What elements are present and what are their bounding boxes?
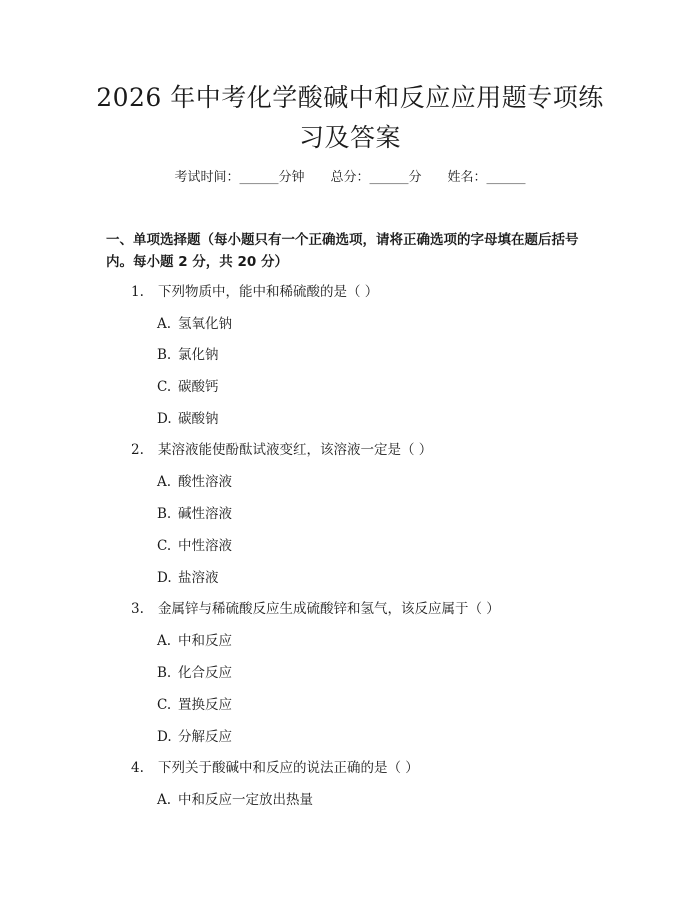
exam-info <box>0 168 700 188</box>
question-2-option-c <box>157 536 232 556</box>
option-letter: D. <box>157 570 172 586</box>
name-label: 姓名： <box>447 170 487 185</box>
question-text: 下列物质中，能中和稀硫酸的是（ ） <box>158 284 379 300</box>
option-text: 酸性溶液 <box>178 474 232 490</box>
exam-time-blank: ______ <box>239 170 279 185</box>
question-1-option-d <box>157 409 219 429</box>
option-letter: B. <box>157 506 172 522</box>
option-letter: A. <box>157 316 172 332</box>
option-letter: A. <box>157 792 172 808</box>
title-line-1: 2026 年中考化学酸碱中和反应应用题专项练 <box>96 83 604 112</box>
option-letter: A. <box>157 474 172 490</box>
option-letter: C. <box>157 697 172 713</box>
question-3-option-a <box>157 631 232 651</box>
total-score-label: 总分： <box>330 170 370 185</box>
option-text: 中性溶液 <box>178 538 232 554</box>
option-text: 氢氧化钠 <box>178 316 232 332</box>
option-text: 置换反应 <box>178 697 232 713</box>
section-heading-single-choice <box>106 229 606 273</box>
option-letter: D. <box>157 411 172 427</box>
option-text: 分解反应 <box>178 729 232 745</box>
question-number: 1. <box>131 284 144 300</box>
question-3-option-b <box>157 663 232 683</box>
total-score-unit: 分 <box>408 170 422 185</box>
exam-time-unit: 分钟 <box>278 170 305 185</box>
question-2-option-b <box>157 504 232 524</box>
question-text: 下列关于酸碱中和反应的说法正确的是（ ） <box>158 760 419 776</box>
option-letter: C. <box>157 379 172 395</box>
question-1-option-a <box>157 314 232 334</box>
question-1-option-c <box>157 377 219 397</box>
option-text: 碳酸钠 <box>178 411 219 427</box>
option-letter: A. <box>157 633 172 649</box>
question-2 <box>131 440 432 460</box>
question-3-option-c <box>157 695 232 715</box>
option-letter: C. <box>157 538 172 554</box>
option-letter: B. <box>157 665 172 681</box>
question-2-option-d <box>157 568 219 588</box>
question-number: 4. <box>131 760 144 776</box>
option-text: 化合反应 <box>178 665 232 681</box>
question-3-option-d <box>157 727 232 747</box>
option-letter: D. <box>157 729 172 745</box>
document-title <box>80 78 620 158</box>
section-heading-line-1: 一、单项选择题（每小题只有一个正确选项，请将正确选项的字母填在题后括号 <box>106 232 579 248</box>
option-text: 氯化钠 <box>178 347 219 363</box>
question-number: 2. <box>131 442 144 458</box>
title-line-2: 习及答案 <box>298 123 401 152</box>
total-score-blank: ______ <box>369 170 409 185</box>
option-text: 盐溶液 <box>178 570 219 586</box>
question-text: 某溶液能使酚酞试液变红，该溶液一定是（ ） <box>158 442 433 458</box>
section-heading-line-2: 内。每小题 2 分，共 20 分） <box>106 254 288 270</box>
question-1-option-b <box>157 345 219 365</box>
option-text: 中和反应一定放出热量 <box>178 792 313 808</box>
option-text: 碳酸钙 <box>178 379 219 395</box>
question-number: 3. <box>131 601 144 617</box>
question-1 <box>131 282 378 302</box>
option-text: 中和反应 <box>178 633 232 649</box>
question-3 <box>131 599 500 619</box>
name-blank: ______ <box>486 170 526 185</box>
question-4-option-a <box>157 790 313 810</box>
option-letter: B. <box>157 347 172 363</box>
option-text: 碱性溶液 <box>178 506 232 522</box>
question-2-option-a <box>157 472 232 492</box>
exam-time-label: 考试时间： <box>174 170 240 185</box>
question-text: 金属锌与稀硫酸反应生成硫酸锌和氢气，该反应属于（ ） <box>158 601 500 617</box>
question-4 <box>131 758 419 778</box>
